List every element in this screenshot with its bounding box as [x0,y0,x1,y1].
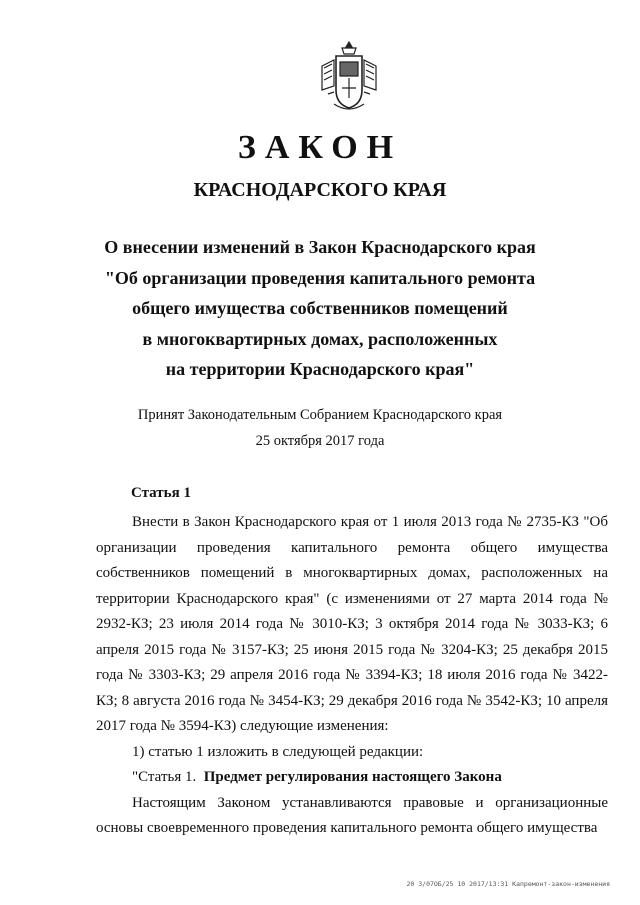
subject-line: общего имущества собственников помещений [132,298,508,318]
adoption-info [0,402,640,454]
adoption-line: Принят Законодательным Собранием Краснодарского края [137,407,503,423]
subject-line: в многоквартирных домах, расположенных [142,328,498,349]
subject-line: "Об организации проведения капитального ремонта [104,267,536,288]
coat-of-arms-icon [314,38,384,118]
subject-line: О внесении изменений в Закон Краснодарского края [104,237,536,257]
law-title: ЗАКОН [237,129,403,166]
subject-line: на территории Краснодарского края" [165,359,475,379]
article-heading: Статья 1 [131,485,191,501]
adoption-date: 25 октября 2017 года [255,433,385,449]
article-paragraph: Настоящим Законом устанавливаются правовые и организационные основы своевременного проведения капитального ремонта общего имущества [96,794,608,836]
region-title: КРАСНОДАРСКОГО КРАЯ [193,179,447,201]
quoted-article-heading [96,765,608,791]
file-stamp: 20 3/07ОБ/25 10 2017/13:31 Капремонт-закон-изменения [406,880,610,888]
quoted-article-title: Предмет регулирования настоящего Закона [203,769,502,785]
article-body [96,510,608,842]
law-subject [0,232,640,385]
article-paragraph: Внести в Закон Краснодарского края от 1 июля 2013 года № 2735-КЗ "Об организации проведения капитального ремонта общего имущества собственников помещений в многоквартирных домах, расположенных на территории Краснодарского края" (с изменениями от 27 марта 2014 года № 2932-КЗ; 23 июля 2014 года № 3010-КЗ; 3 октября 2014 года № 3033-КЗ; 6 апреля 2015 года № 3157-КЗ; 25 июня 2015 года № 3204-КЗ; 25 декабря 2015 года № 3303-КЗ; 29 апреля 2016 года № 3394-КЗ; 18 июля 2016 года № 3422-КЗ; 8 августа 2016 года № 3454-КЗ; 29 декабря 2016 года № 3542-КЗ; 10 апреля 2017 года № 3594-КЗ) следующие изменения: [96,514,608,734]
quoted-article-prefix: "Статья 1. [132,769,197,785]
amendment-item: 1) статью 1 изложить в следующей редакции: [132,743,424,760]
